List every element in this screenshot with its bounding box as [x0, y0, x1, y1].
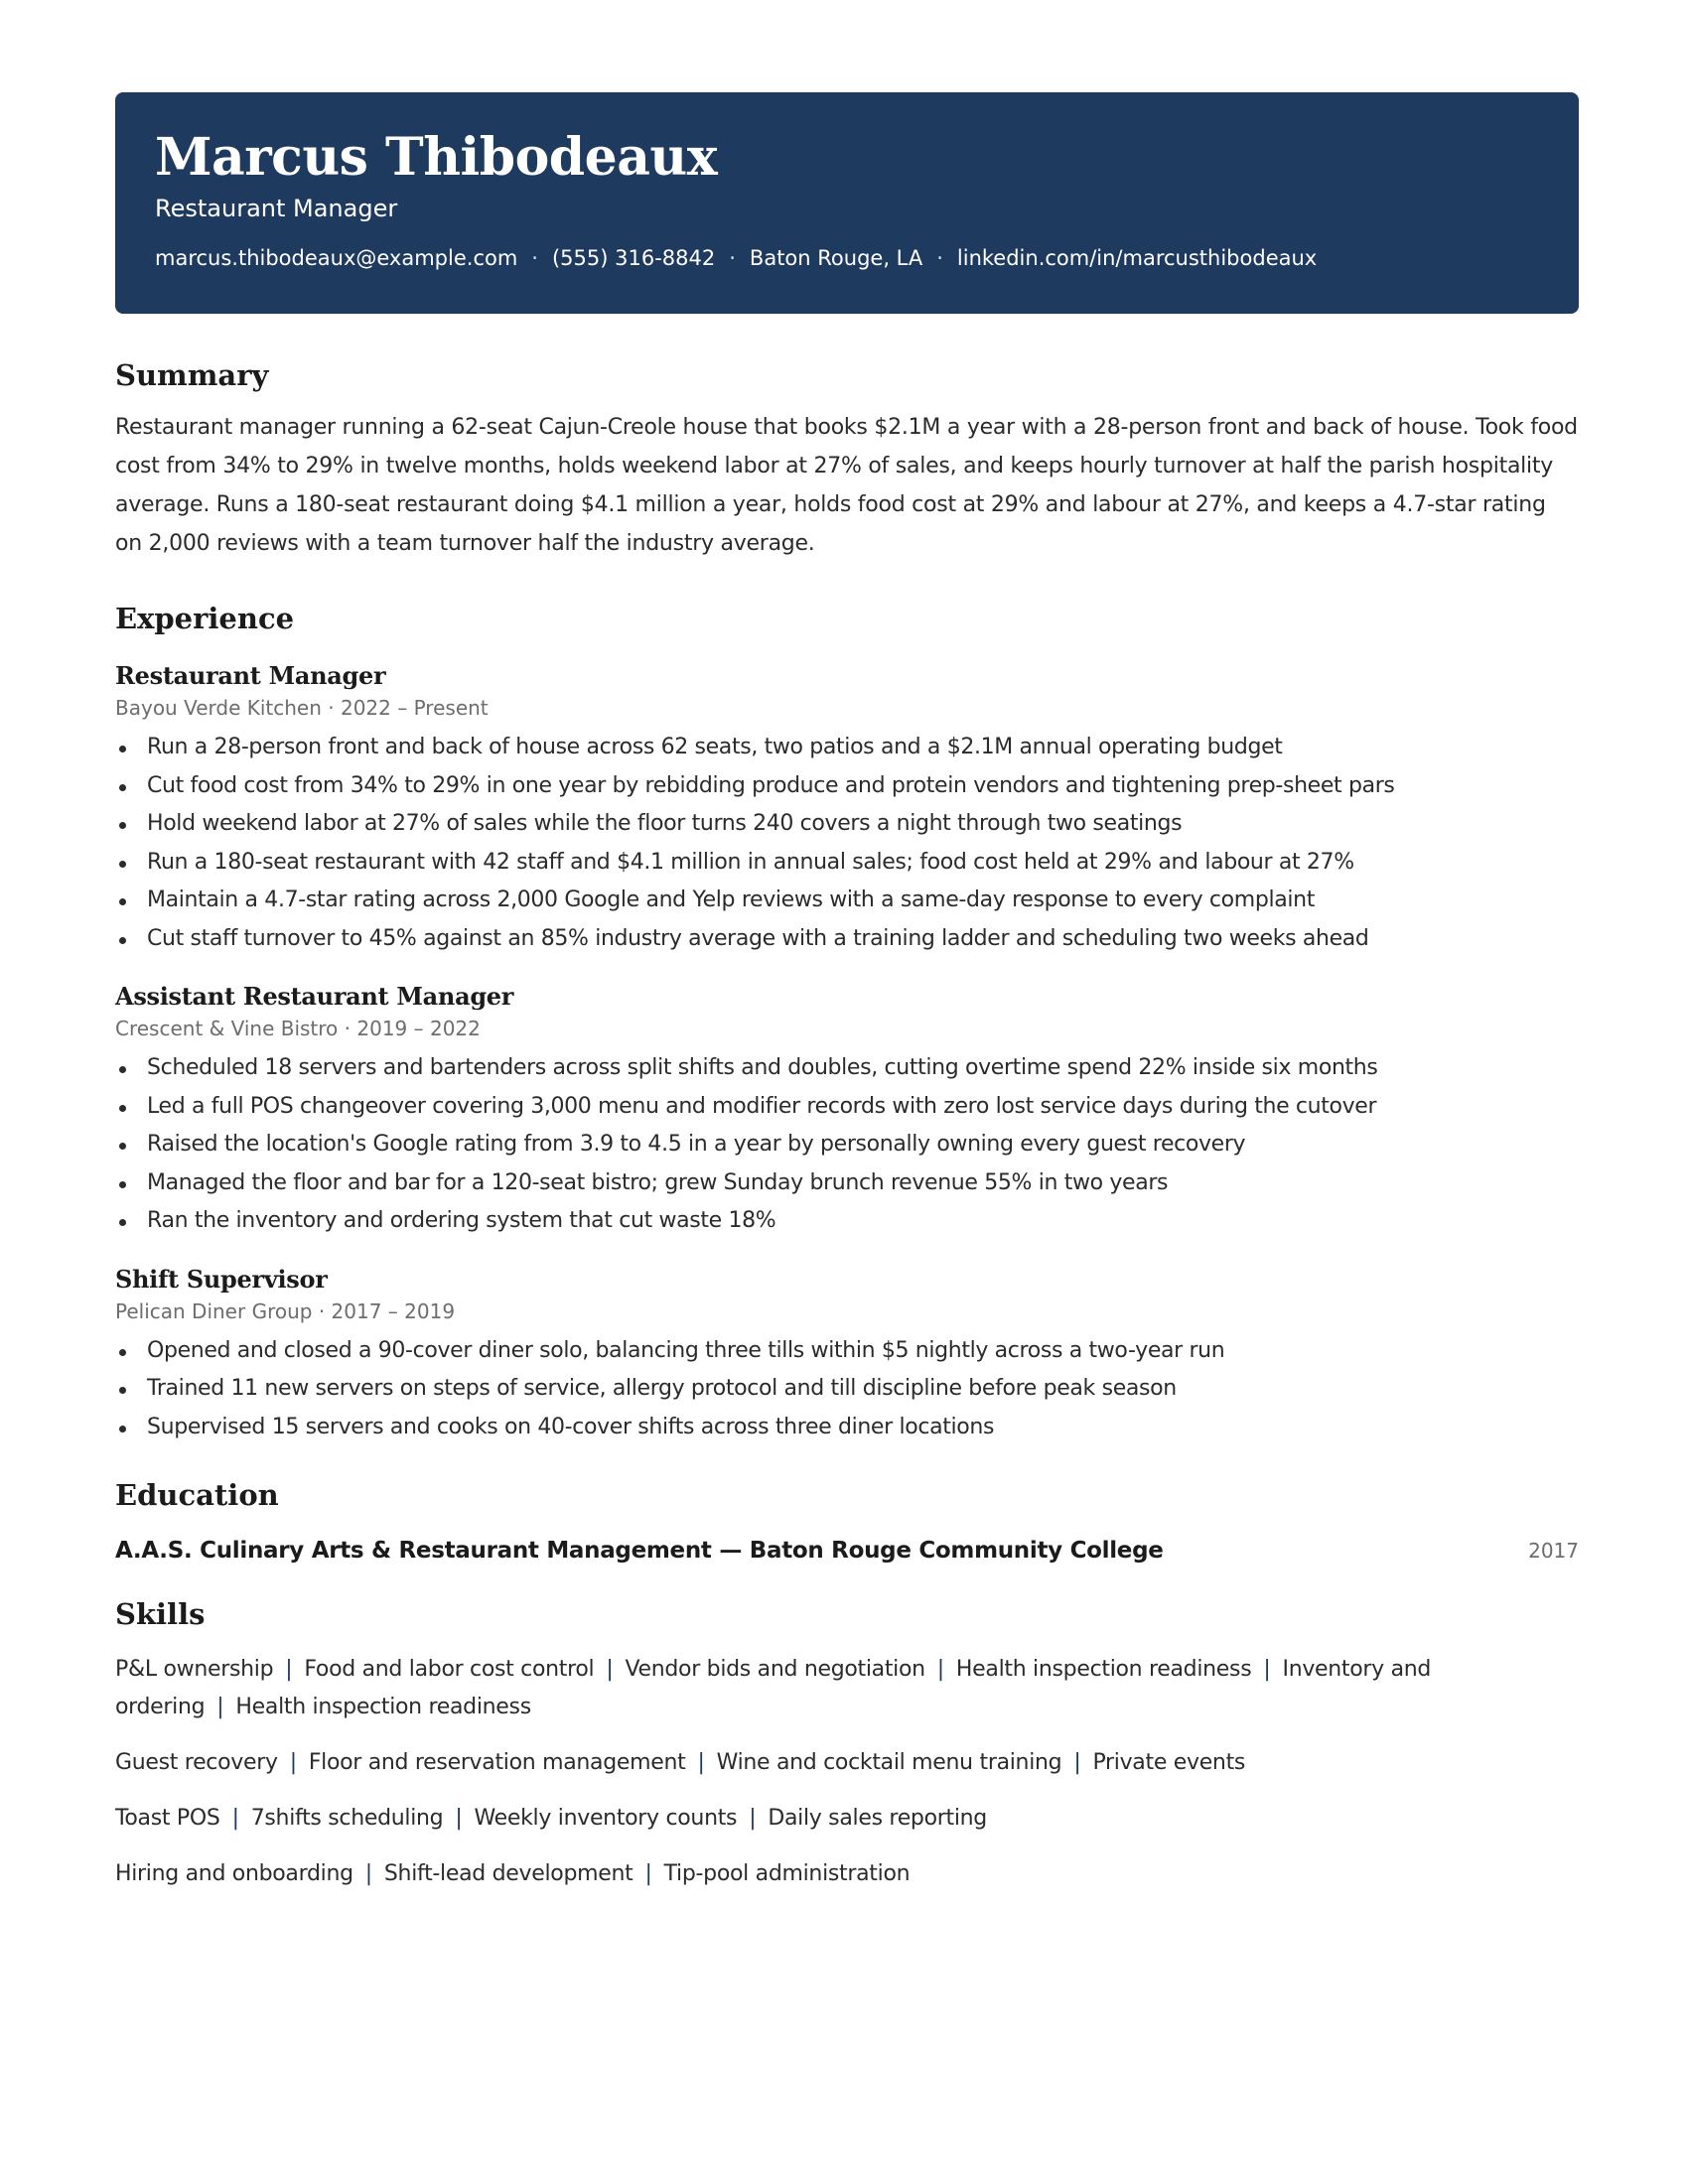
contact-line — [155, 243, 1539, 273]
skill-item: Guest recovery — [115, 1750, 278, 1775]
education-section — [115, 1476, 1579, 1568]
job-bullet: Cut food cost from 34% to 29% in one year by rebidding produce and protein vendors and tightening prep-sheet pars — [115, 767, 1579, 806]
skill-item: Hiring and onboarding — [115, 1861, 353, 1886]
job-bullets — [115, 1332, 1579, 1447]
job-bullet: Managed the floor and bar for a 120-seat bistro; grew Sunday brunch revenue 55% in two years — [115, 1164, 1579, 1203]
summary-section — [115, 356, 1579, 563]
job-bullet: Scheduled 18 servers and bartenders across split shifts and doubles, cutting overtime spend 22% inside six months — [115, 1049, 1579, 1088]
job-bullet: Run a 28-person front and back of house across 62 seats, two patios and a $2.1M annual operating budget — [115, 729, 1579, 767]
skill-item: Floor and reservation management — [308, 1750, 686, 1775]
skill-group — [115, 1800, 1579, 1838]
skill-separator: | — [644, 1861, 652, 1886]
skill-group — [115, 1651, 1579, 1726]
contact-linkedin[interactable]: linkedin.com/in/marcusthibodeaux — [956, 246, 1318, 270]
skill-item: P&L ownership — [115, 1657, 274, 1682]
job-bullets — [115, 729, 1579, 958]
job-meta: Crescent & Vine Bistro · 2019 – 2022 — [115, 1017, 481, 1040]
skill-item: Vendor bids and negotiation — [625, 1657, 925, 1682]
job-bullet: Supervised 15 servers and cooks on 40-cover shifts across three diner locations — [115, 1409, 1579, 1447]
contact-separator: · — [729, 246, 736, 270]
job-bullet: Run a 180-seat restaurant with 42 staff and $4.1 million in annual sales; food cost held at 29% and labour at 27% — [115, 844, 1579, 883]
resume-header — [115, 92, 1579, 314]
education-heading: Education — [115, 1478, 279, 1512]
contact-phone[interactable]: (555) 316-8842 — [551, 246, 716, 270]
job-entry — [115, 980, 1579, 1241]
skill-separator: | — [285, 1657, 293, 1682]
skill-item: Daily sales reporting — [768, 1806, 987, 1831]
job-bullet: Led a full POS changeover covering 3,000 menu and modifier records with zero lost service days during the cutover — [115, 1088, 1579, 1127]
experience-section — [115, 600, 1579, 1446]
contact-separator: · — [936, 246, 943, 270]
skills-groups — [115, 1651, 1579, 1893]
education-year: 2017 — [1528, 1539, 1579, 1563]
job-bullet: Trained 11 new servers on steps of service, allergy protocol and till discipline before peak season — [115, 1370, 1579, 1409]
skill-item: Private events — [1092, 1750, 1246, 1775]
job-bullets — [115, 1049, 1579, 1241]
job-role: Shift Supervisor — [115, 1264, 328, 1294]
skill-item: Shift-lead development — [383, 1861, 633, 1886]
candidate-name: Marcus Thibodeaux — [155, 127, 718, 188]
education-entry — [115, 1534, 1579, 1568]
skill-item: Health inspection readiness — [235, 1695, 531, 1719]
skill-item: Food and labor cost control — [304, 1657, 595, 1682]
contact-separator: · — [531, 246, 538, 270]
skill-separator: | — [936, 1657, 944, 1682]
resume-page — [115, 92, 1579, 1893]
skill-separator: | — [216, 1695, 224, 1719]
job-entry — [115, 659, 1579, 958]
summary-heading: Summary — [115, 358, 269, 392]
job-bullet: Hold weekend labor at 27% of sales while the floor turns 240 covers a night through two seatings — [115, 805, 1579, 844]
experience-heading: Experience — [115, 602, 295, 635]
job-bullet: Raised the location's Google rating from 3.9 to 4.5 in a year by personally owning every guest recovery — [115, 1126, 1579, 1164]
skills-heading: Skills — [115, 1597, 206, 1631]
skill-separator: | — [455, 1806, 463, 1831]
skill-item: Toast POS — [115, 1806, 220, 1831]
job-role: Restaurant Manager — [115, 661, 386, 690]
job-entry — [115, 1263, 1579, 1447]
skill-item: Weekly inventory counts — [474, 1806, 738, 1831]
skill-item: Inventory and ordering — [115, 1657, 1432, 1719]
job-bullet: Ran the inventory and ordering system that cut waste 18% — [115, 1202, 1579, 1241]
skill-group — [115, 1744, 1579, 1782]
skill-item: Tip-pool administration — [663, 1861, 911, 1886]
skill-item: Wine and cocktail menu training — [716, 1750, 1062, 1775]
education-degree: A.A.S. Culinary Arts & Restaurant Management — Baton Rouge Community College — [115, 1538, 1164, 1564]
summary-text: Restaurant manager running a 62-seat Cajun-Creole house that books $2.1M a year with a 28-person front and back of house. Took food cost from 34% to 29% in twelve months, holds weekend labor at 27% of sales, and keeps hourly turnover at half the parish hospitality average. Runs a 180-seat restaurant doing $4.1 million a year, holds food cost at 29% and labour at 27%, and keeps a 4.7-star rating on 2,000 reviews with a team turnover half the industry average. — [115, 415, 1578, 556]
skill-separator: | — [606, 1657, 614, 1682]
job-meta: Bayou Verde Kitchen · 2022 – Present — [115, 696, 489, 720]
skill-separator: | — [697, 1750, 705, 1775]
skill-separator: | — [1073, 1750, 1081, 1775]
contact-email[interactable]: marcus.thibodeaux@example.com — [155, 246, 518, 270]
job-role: Assistant Restaurant Manager — [115, 982, 514, 1011]
candidate-title: Restaurant Manager — [155, 195, 398, 222]
contact-location: Baton Rouge, LA — [749, 246, 923, 270]
skill-separator: | — [364, 1861, 372, 1886]
job-bullet: Opened and closed a 90-cover diner solo, balancing three tills within $5 nightly across a two-year run — [115, 1332, 1579, 1371]
skill-item: 7shifts scheduling — [250, 1806, 444, 1831]
skill-item: Health inspection readiness — [955, 1657, 1252, 1682]
skill-separator: | — [231, 1806, 239, 1831]
job-bullet: Cut staff turnover to 45% against an 85% industry average with a training ladder and scheduling two weeks ahead — [115, 920, 1579, 959]
skills-section — [115, 1595, 1579, 1893]
job-bullet: Maintain a 4.7-star rating across 2,000 Google and Yelp reviews with a same-day response to every complaint — [115, 882, 1579, 920]
skill-separator: | — [749, 1806, 757, 1831]
job-meta: Pelican Diner Group · 2017 – 2019 — [115, 1298, 456, 1323]
skill-group — [115, 1855, 1579, 1893]
skill-separator: | — [1263, 1657, 1271, 1682]
skill-separator: | — [289, 1750, 297, 1775]
